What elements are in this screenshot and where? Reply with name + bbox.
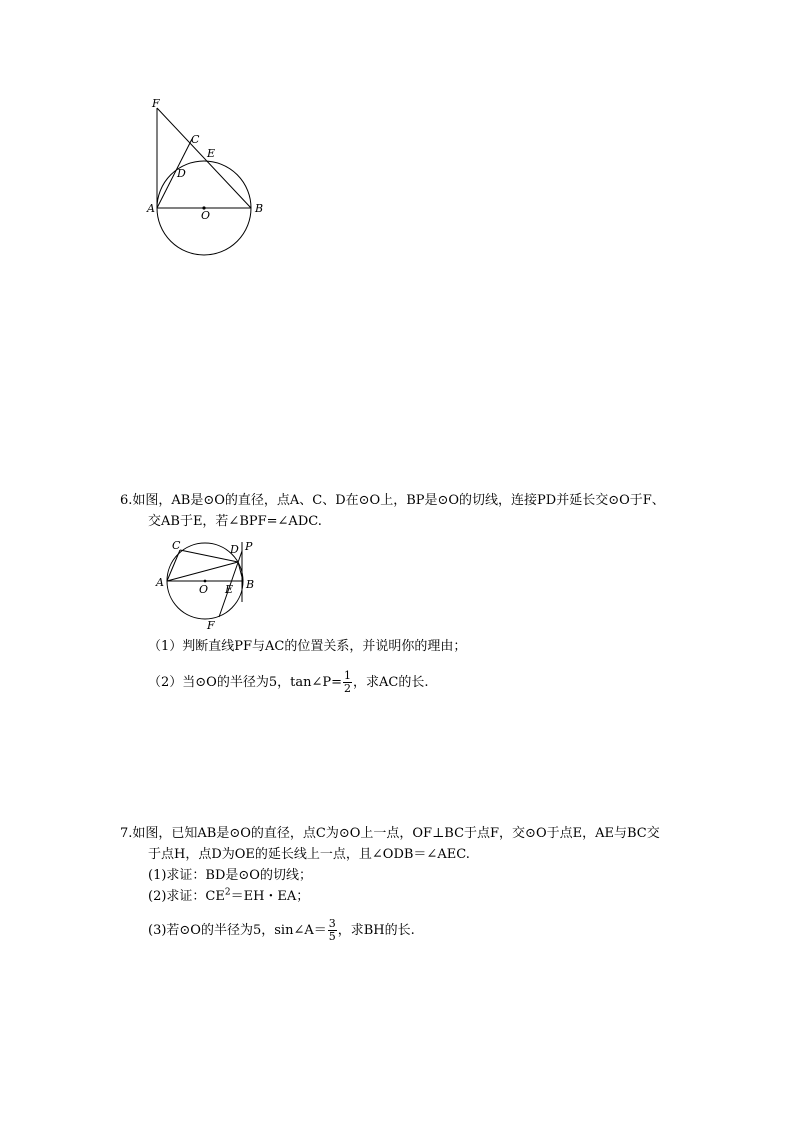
q7-part2-text-before: (2)求证：CE: [148, 889, 225, 904]
label-a: A: [156, 576, 164, 589]
label-f: F: [152, 97, 160, 110]
label-f: F: [207, 619, 215, 632]
label-b: B: [255, 202, 264, 215]
label-c: C: [172, 539, 181, 552]
label-d: D: [230, 543, 239, 556]
q6-part2-text-after: ，求AC的长.: [352, 675, 429, 690]
q6-part2-text-before: （2）当⊙O的半径为5，tan∠P=: [148, 675, 342, 690]
q6-tan-fraction: [343, 670, 352, 695]
label-d: D: [177, 167, 186, 180]
q7-stem-line2: 于点H，点D为OE的延长线上一点，且∠ODB＝∠AEC.: [148, 847, 470, 862]
label-e: E: [207, 147, 216, 160]
label-o: O: [199, 583, 209, 596]
q7-part2: [148, 888, 309, 906]
q7-sin-fraction: [328, 918, 337, 943]
label-e: E: [225, 583, 234, 596]
fraction-denominator: 5: [328, 930, 336, 943]
label-c: C: [191, 133, 200, 146]
q7-part3: [148, 918, 415, 943]
figure-2-circle-tangent: [150, 538, 270, 633]
label-o: O: [201, 209, 211, 222]
q7-part1: (1)求证：BD是⊙O的切线；: [148, 868, 312, 883]
q7-part3-text-before: (3)若⊙O的半径为5，sin∠A＝: [148, 923, 327, 938]
q7-stem-line1: 7.如图，已知AB是⊙O的直径，点C为⊙O上一点，OF⊥BC于点F，交⊙O于点E，AE与BC交: [120, 826, 660, 841]
segment-ac: [157, 139, 192, 208]
segment-fb: [157, 108, 251, 208]
label-a: A: [147, 202, 155, 215]
q7-part2-text-after: ＝EH・EA；: [230, 889, 310, 904]
label-p: P: [245, 540, 253, 553]
label-b: B: [246, 578, 255, 591]
q6-part2: [148, 670, 428, 695]
figure-1-circle-tangent: [140, 95, 280, 265]
q6-stem-line2: 交AB于E，若∠BPF=∠ADC.: [148, 514, 322, 529]
fraction-denominator: 2: [343, 682, 351, 695]
fraction-numerator: 1: [343, 669, 351, 682]
fraction-numerator: 3: [328, 917, 336, 930]
q6-stem-line1: 6.如图，AB是⊙O的直径，点A、C、D在⊙O上，BP是⊙O的切线，连接PD并延长交⊙O于F、: [120, 493, 665, 508]
q7-part3-text-after: ，求BH的长.: [337, 923, 415, 938]
segment-ad: [167, 562, 238, 581]
center-dot: [204, 580, 207, 583]
segment-ac: [167, 550, 180, 581]
q6-part1: （1）判断直线PF与AC的位置关系，并说明你的理由；: [148, 639, 467, 654]
superscript-exponent: 2: [224, 887, 231, 898]
